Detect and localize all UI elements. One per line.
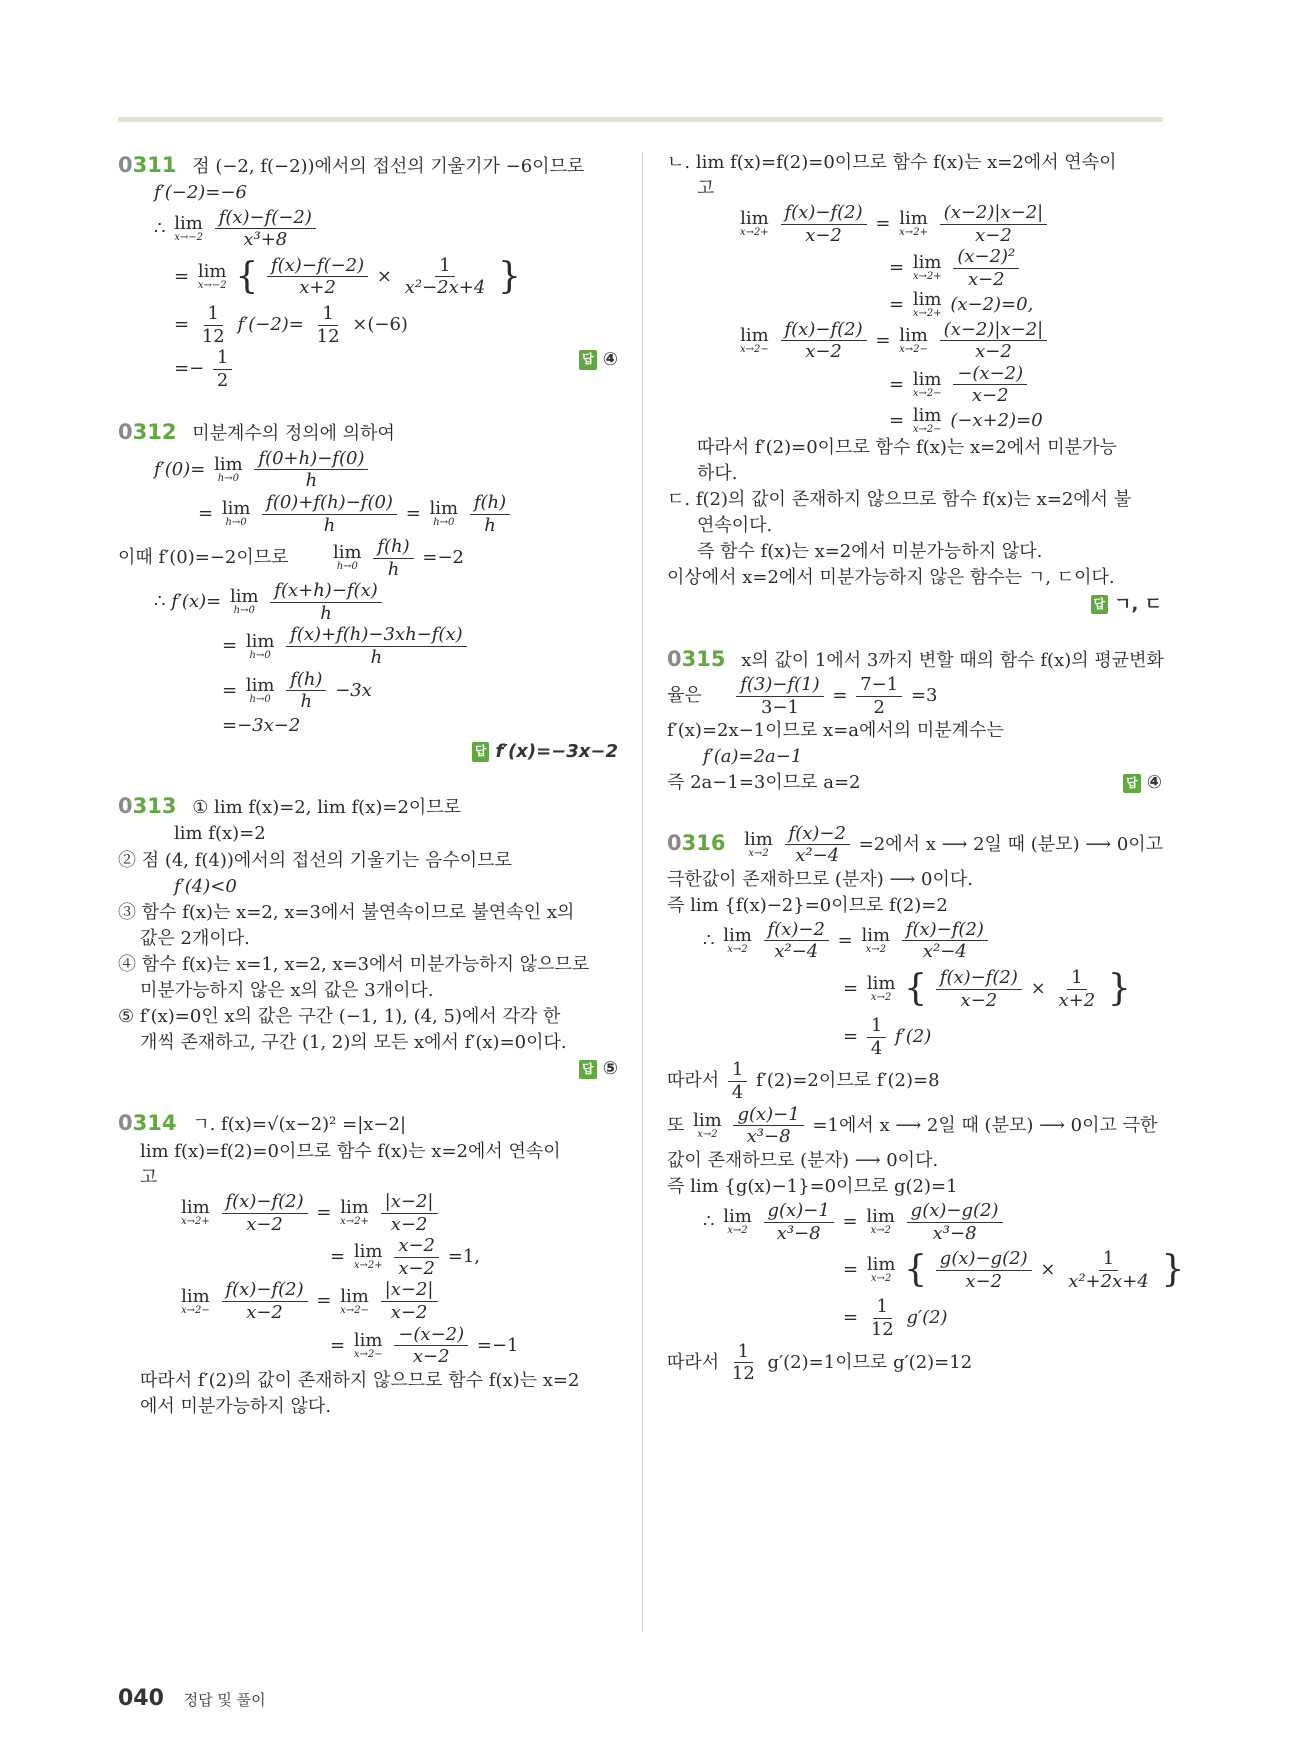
problem-0316-header: 0316 lim x→2 $\frac{f(x)-2}{\text{x²−4}}$ =2에서 x ⟶ 2일 때 (분모) ⟶ 0이고 bbox=[667, 822, 1164, 867]
problem-0311-header: 0311 점 (−2, f(−2))에서의 접선의 기울기가 −6이므로 bbox=[118, 153, 585, 177]
equation-line: ∴ lim x→2 $\frac{g(x)-1}{\text{x³−8}}$ = lim x→2 $\frac{g(x)-g(2)}{\text{x³−8}}$ bbox=[667, 1200, 1162, 1244]
equation-line: = lim h→0 $\frac{f(h)}{h}$ −3x bbox=[222, 668, 372, 713]
problem-number: 0311 bbox=[118, 153, 177, 177]
equation-line: =−3x−2 bbox=[222, 714, 301, 736]
equation-line: = lim h→0 $\frac{f(0)+f(h)-f(0)}{h}$ = lim h→0 $\frac{f(h)}{h}$ bbox=[118, 492, 618, 536]
equation-line: f′(0)= lim h→0 $\frac{f(0+h)-f(0)}{h}$ bbox=[118, 448, 618, 492]
column-divider bbox=[642, 152, 643, 1632]
text-line: f′(x)=2x−1이므로 x=a에서의 미분계수는 bbox=[667, 720, 1004, 742]
equation-line: 따라서 $\frac{1}{12}$ g′(2)=1이므로 g′(2)=12 bbox=[667, 1340, 973, 1385]
equation-line: = lim h→0 $\frac{f(x)+f(h)-3xh-f(x)}{h}$ bbox=[118, 624, 618, 668]
equation-line: = $\frac{1}{12}$ f′(−2)= $\frac{1}{12}$ ×(−6) bbox=[174, 302, 408, 347]
text-line: ⑤ f′(x)=0인 x의 값은 구간 (−1, 1), (4, 5)에서 각각 한 bbox=[118, 1006, 561, 1028]
equation-line: 이때 f′(0)=−2이므로 lim h→0 $\frac{f(h)}{h}$ =−2 bbox=[118, 536, 464, 580]
equation-line: = $\frac{1}{12}$ g′(2) bbox=[843, 1296, 948, 1340]
text-line: 고 bbox=[697, 178, 715, 200]
text-line: ③ 함수 f(x)는 x=2, x=3에서 불연속이므로 불연속인 x의 bbox=[118, 901, 575, 923]
text-line: 즉 lim {f(x)−2}=0이므로 f(2)=2 bbox=[667, 894, 948, 916]
text-line: lim f(x)=f(2)=0이므로 함수 f(x)는 x=2에서 연속이 bbox=[140, 1140, 561, 1162]
answer-0314: 답 ㄱ, ㄷ bbox=[1091, 592, 1162, 618]
answer-row bbox=[118, 1056, 618, 1082]
problem-0313-header: 0313 ① lim f(x)=2, lim f(x)=2이므로 bbox=[118, 794, 462, 819]
text-line: 따라서 f′(2)=0이므로 함수 f(x)는 x=2에서 미분가능 bbox=[697, 436, 1117, 458]
text-line: 에서 미분가능하지 않다. bbox=[140, 1395, 332, 1417]
equation-line: = lim x→2− (−x+2)=0 bbox=[889, 404, 1043, 435]
text-line: f′(a)=2a−1 bbox=[703, 746, 803, 768]
text-line: 고 bbox=[140, 1166, 158, 1188]
problem-number: 0313 bbox=[118, 794, 177, 819]
text-line: 개씩 존재하고, 구간 (1, 2)의 모든 x에서 f′(x)=0이다. bbox=[140, 1032, 567, 1054]
limit-operator: lim x→−2 bbox=[174, 212, 203, 243]
answer-row bbox=[667, 592, 1162, 618]
text-line: 즉 lim {g(x)−1}=0이므로 g(2)=1 bbox=[667, 1175, 958, 1197]
footer-label: 정답 및 풀이 bbox=[183, 1691, 266, 1709]
text-line: 극한값이 존재하므로 (분자) ⟶ 0이다. bbox=[667, 868, 973, 890]
equation-line: = lim x→2− $\frac{-(x-2)}{x-2}$ bbox=[667, 363, 1162, 407]
equation-line: = lim x→2 { $\frac{f(x)-f(2)}{x-2}$ × $\frac{1}{x+2}$ } bbox=[843, 967, 1131, 1011]
problem-number: 0312 bbox=[118, 420, 177, 445]
equation-line: = lim x→2− $\frac{-(x-2)}{x-2}$ =−1 bbox=[330, 1323, 519, 1368]
text-line: 하다. bbox=[697, 463, 738, 485]
equation-line: 율은 $\frac{f(3)-f(1)}{3-1}$ = $\frac{7-1}{2}$ =3 bbox=[667, 674, 938, 718]
text-line: ㄴ. lim f(x)=f(2)=0이므로 함수 f(x)는 x=2에서 연속이 bbox=[667, 152, 1117, 173]
fraction: $\frac{f(x)-f(-2)}{\text{x³+8}}$ bbox=[215, 207, 316, 251]
equation-line: lim x→2− $\frac{f(x)-f(2)}{x-2}$ = lim x→2− $\frac{(x-2)|x-2|}{x-2}$ bbox=[667, 319, 1162, 363]
answer-0313: 답 ⑤ bbox=[579, 1056, 618, 1082]
equation-line: ∴ lim x→2 $\frac{f(x)-2}{\text{x²−4}}$ = lim x→2 $\frac{f(x)-f(2)}{\text{x²−4}}$ bbox=[667, 919, 1162, 963]
top-rule bbox=[118, 117, 1163, 122]
text-line: ④ 함수 f(x)는 x=1, x=2, x=3에서 미분가능하지 않으므로 bbox=[118, 953, 590, 975]
equation-line: lim x→2+ $\frac{f(x)-f(2)}{x-2}$ = lim x→2+ $\frac{|x-2|}{x-2}$ bbox=[118, 1191, 618, 1235]
answer-row bbox=[118, 739, 618, 765]
text-line: 연속이다. bbox=[697, 515, 773, 537]
text-line: 미분가능하지 않은 x의 값은 3개이다. bbox=[140, 980, 434, 1002]
text-line: f′(4)<0 bbox=[174, 875, 237, 897]
equation-line: 또 lim x→2 $\frac{g(x)-1}{\text{x³−8}}$ =1에서 x ⟶ 2일 때 (분모) ⟶ 0이고 극한 bbox=[667, 1103, 1158, 1148]
problem-0314-header: 0314 ㄱ. f(x)=√(x−2)² =|x−2| bbox=[118, 1111, 407, 1136]
equation-line: = lim x→2+ $\frac{\text{(x−2)²}}{x-2}$ bbox=[667, 246, 1162, 290]
equation-line: = lim x→2+ (x−2)=0, bbox=[889, 288, 1034, 319]
page-footer bbox=[118, 1686, 266, 1711]
equation-line: =− $\frac{1}{2}$ 답 ④ bbox=[174, 347, 618, 391]
equation-line: 따라서 $\frac{1}{4}$ f′(2)=2이므로 f′(2)=8 bbox=[667, 1059, 940, 1104]
text-line: 값은 2개이다. bbox=[140, 927, 250, 949]
equation-line: = lim x→2 { $\frac{g(x)-g(2)}{x-2}$ × $\frac{1}{\text{x²+2x+4}}$ } bbox=[843, 1248, 1185, 1292]
text-line: 값이 존재하므로 (분자) ⟶ 0이다. bbox=[667, 1149, 939, 1171]
problem-number: 0315 bbox=[667, 646, 726, 671]
answer-0315: 답 ④ bbox=[1123, 770, 1162, 796]
equation-line: ∴ lim x→−2 $\frac{f(x)-f(-2)}{\text{x³+8}}$ bbox=[118, 207, 618, 251]
problem-0312-header: 0312 미분계수의 정의에 의하여 bbox=[118, 420, 395, 445]
equation-line: = lim x→2+ $\frac{x-2}{x-2}$ =1, bbox=[330, 1235, 481, 1279]
equation-line: = $\frac{1}{4}$ f′(2) bbox=[843, 1015, 932, 1059]
right-column bbox=[667, 150, 1185, 1385]
answer-0312: 답 f′(x)=−3x−2 bbox=[472, 739, 618, 765]
text-line: 따라서 f′(2)의 값이 존재하지 않으므로 함수 f(x)는 x=2 bbox=[140, 1369, 580, 1391]
answer-0311: 답 ④ bbox=[579, 347, 618, 373]
problem-0315-header: 0315 x의 값이 1에서 3까지 변할 때의 함수 f(x)의 평균변화 bbox=[667, 646, 1164, 671]
text-line: 이상에서 x=2에서 미분가능하지 않은 함수는 ㄱ, ㄷ이다. bbox=[667, 567, 1115, 589]
left-column bbox=[118, 150, 618, 1420]
page-number: 040 bbox=[118, 1686, 164, 1711]
problem-number: 0316 bbox=[667, 830, 726, 855]
text-line: 즉 2a−1=3이므로 a=2 답 ④ bbox=[667, 770, 1162, 796]
equation-line: lim x→2− $\frac{f(x)-f(2)}{x-2}$ = lim x→2− $\frac{|x-2|}{x-2}$ bbox=[118, 1279, 618, 1323]
equation-line: ∴ f′(x)= lim h→0 $\frac{f(x+h)-f(x)}{h}$ bbox=[118, 580, 618, 624]
text-line: 즉 함수 f(x)는 x=2에서 미분가능하지 않다. bbox=[697, 541, 1043, 563]
text-line: lim f(x)=2 bbox=[174, 823, 266, 845]
problem-number: 0314 bbox=[118, 1111, 177, 1136]
equation-line: lim x→2+ $\frac{f(x)-f(2)}{x-2}$ = lim x→2+ $\frac{(x-2)|x-2|}{x-2}$ bbox=[667, 202, 1162, 246]
text-line: ㄷ. f(2)의 값이 존재하지 않으므로 함수 f(x)는 x=2에서 불 bbox=[667, 489, 1132, 511]
equation-line: = lim x→−2 { $\frac{f(x)-f(-2)}{x+2}$ × $\frac{1}{\text{x²−2x+4}}$ } bbox=[174, 254, 521, 299]
text-line: f′(−2)=−6 bbox=[154, 182, 247, 204]
text-line: ② 점 (4, f(4))에서의 접선의 기울기는 음수이므로 bbox=[118, 849, 512, 871]
